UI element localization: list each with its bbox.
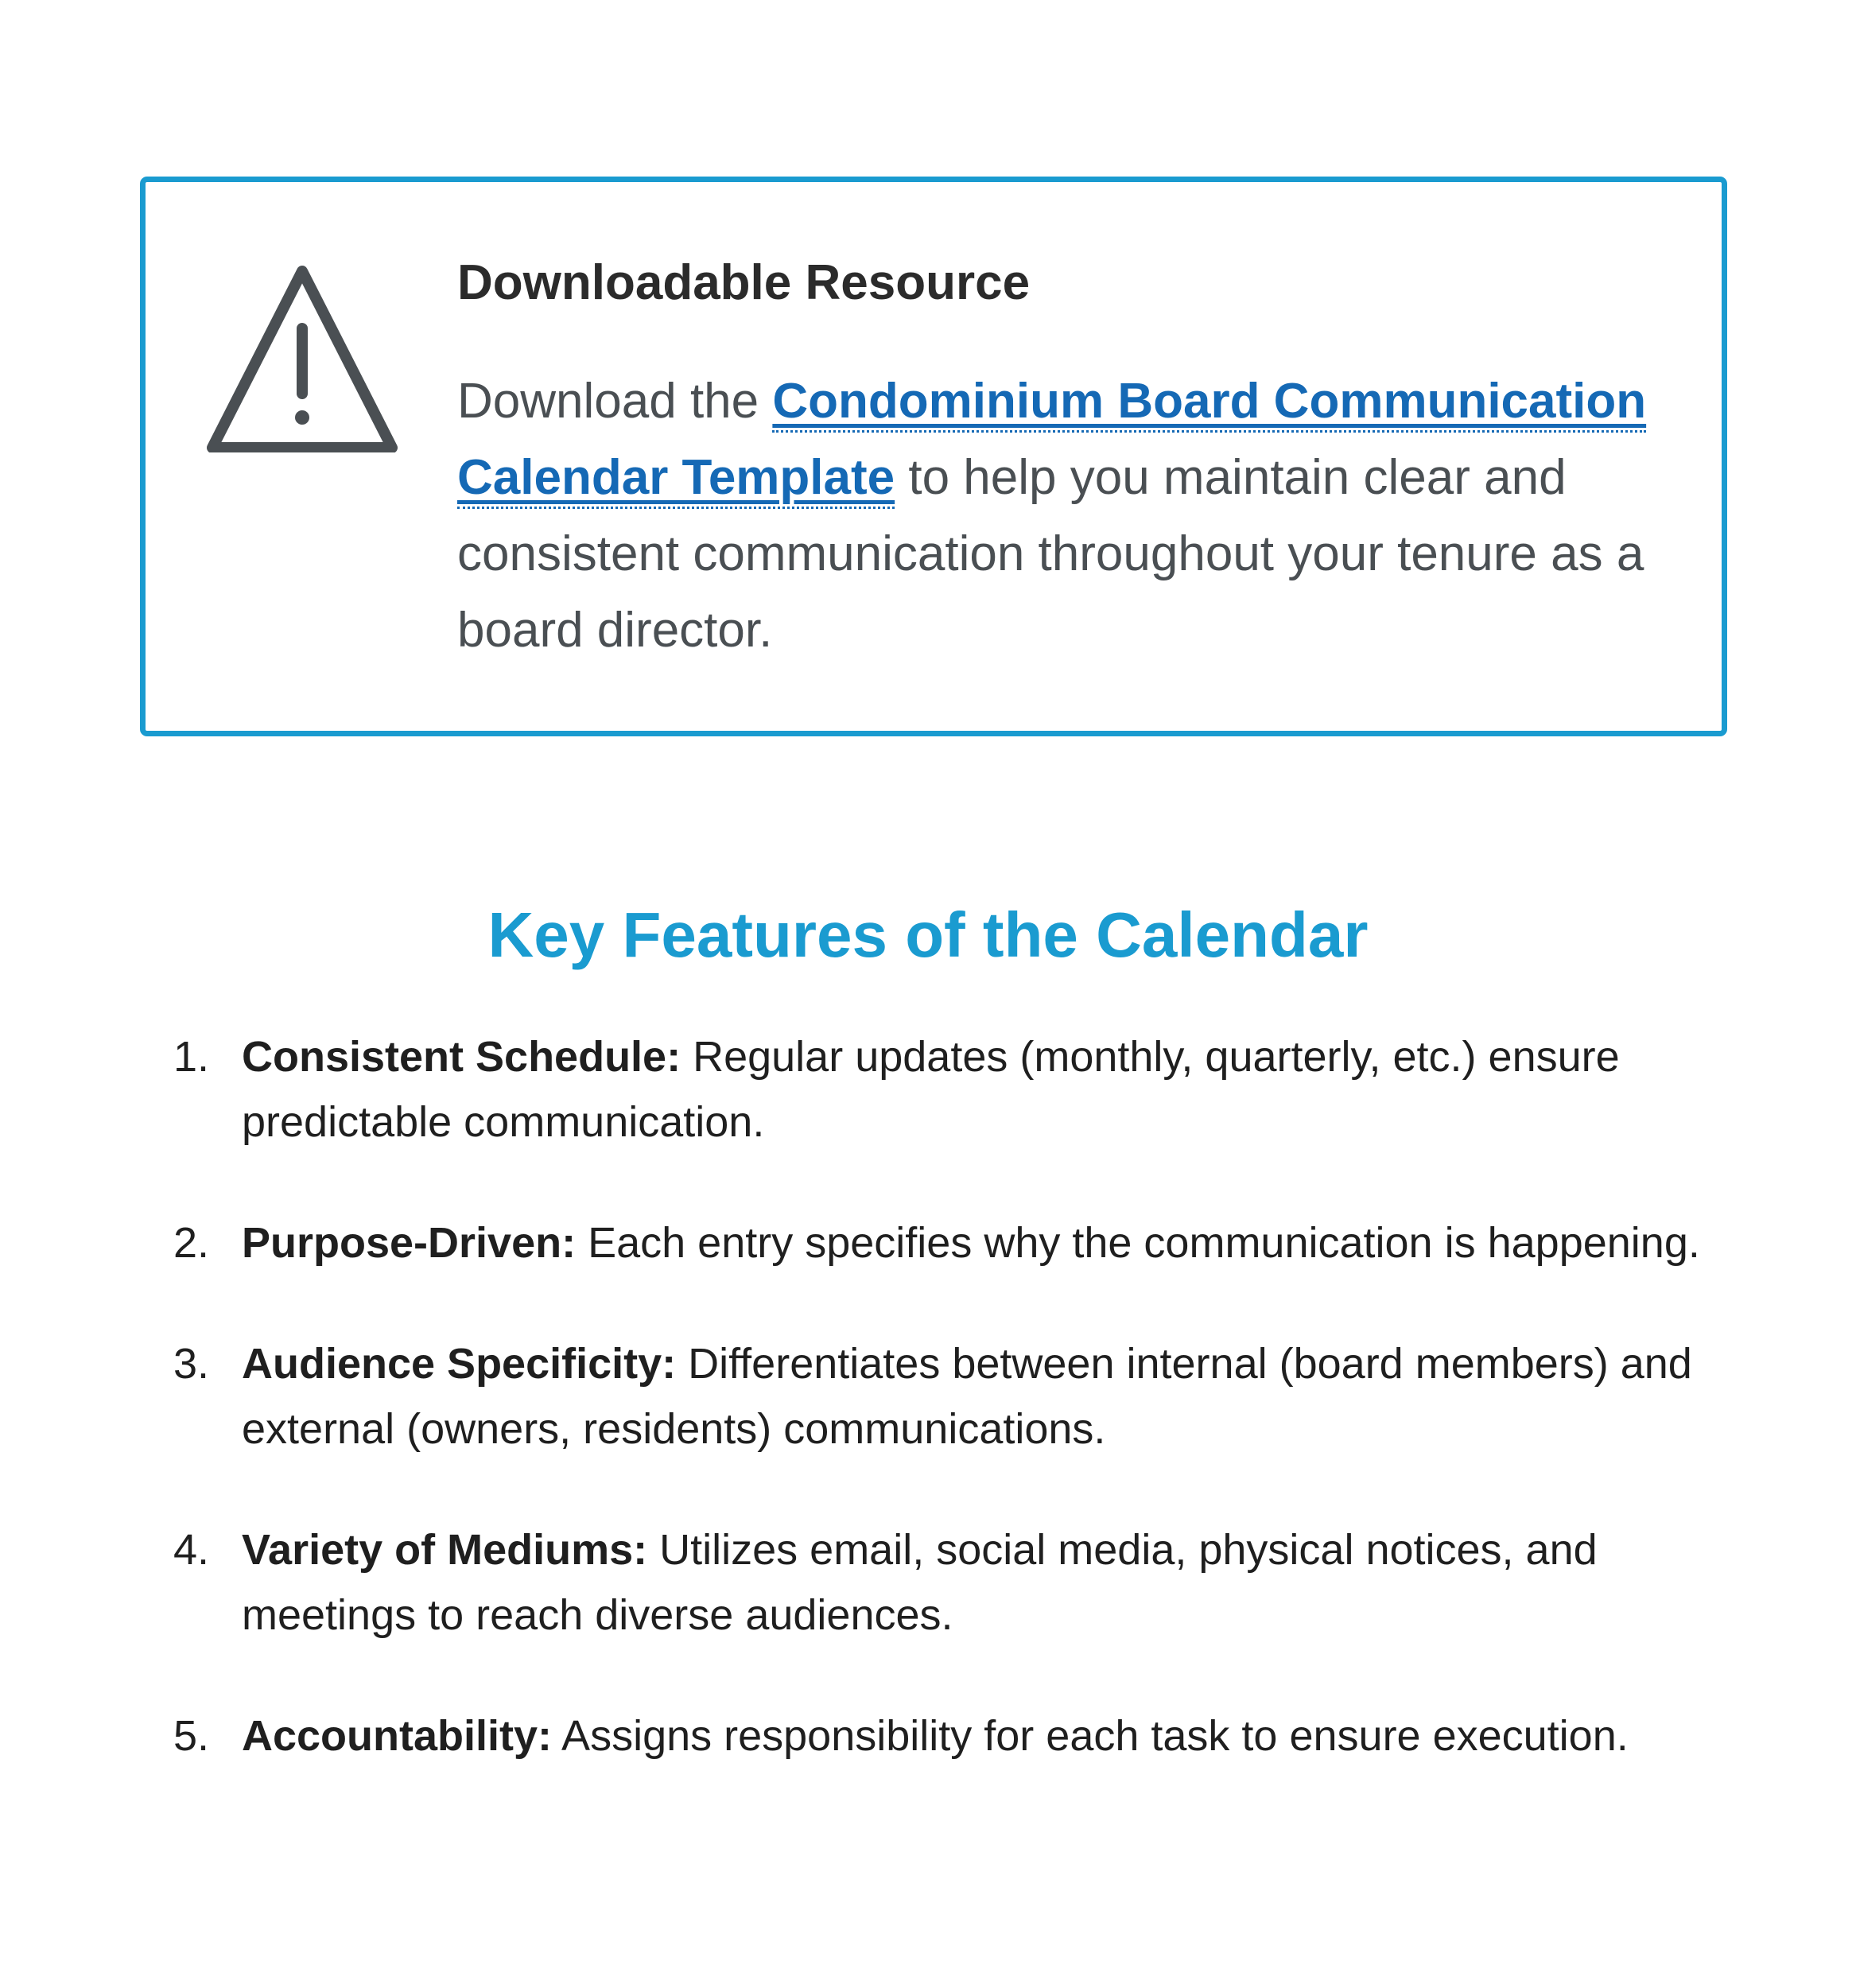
feature-term: Consistent Schedule: <box>242 1033 681 1081</box>
callout-title: Downloadable Resource <box>457 255 1031 310</box>
feature-term: Accountability: <box>242 1712 553 1760</box>
feature-description: Regular updates (monthly, quarterly, etc.) ensure predictable communication. <box>242 1033 1620 1146</box>
feature-item <box>173 1210 1748 1276</box>
feature-description: Differentiates between internal (board members) and external (owners, residents) communications. <box>242 1340 1692 1453</box>
feature-term: Purpose-Driven: <box>242 1219 577 1267</box>
downloadable-resource-callout <box>140 177 1727 736</box>
feature-number: 3. <box>173 1340 210 1388</box>
features-list <box>173 1024 1748 1824</box>
feature-term: Audience Specificity: <box>242 1340 677 1388</box>
feature-item <box>173 1024 1748 1155</box>
feature-description: Each entry specifies why the communication is happening. <box>576 1219 1700 1267</box>
feature-number: 1. <box>173 1033 210 1081</box>
calendar-template-link[interactable]: Condominium Board Communication Calendar Template <box>457 374 1646 509</box>
feature-item <box>173 1331 1748 1462</box>
feature-description: Utilizes email, social media, physical notices, and meetings to reach diverse audiences. <box>242 1526 1598 1639</box>
feature-term: Variety of Mediums: <box>242 1526 648 1574</box>
callout-text-after: to help you maintain clear and consistent communication throughout your tenure as a board director. <box>457 450 1644 658</box>
section-heading: Key Features of the Calendar <box>487 899 1369 970</box>
feature-description: Assigns responsibility for each task to ensure execution. <box>552 1712 1629 1760</box>
warning-triangle-icon <box>203 262 402 452</box>
callout-body <box>457 254 1666 669</box>
feature-item <box>173 1703 1748 1769</box>
feature-item <box>173 1517 1748 1648</box>
feature-number: 5. <box>173 1712 210 1760</box>
callout-text-before: Download the <box>457 374 773 429</box>
callout-text <box>457 363 1666 669</box>
feature-number: 2. <box>173 1219 210 1267</box>
feature-number: 4. <box>173 1526 210 1574</box>
